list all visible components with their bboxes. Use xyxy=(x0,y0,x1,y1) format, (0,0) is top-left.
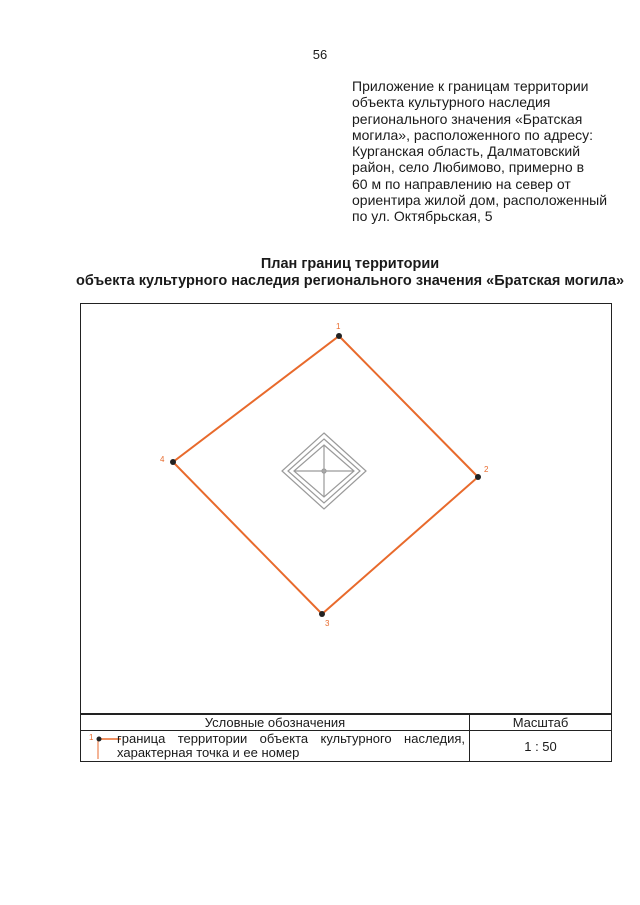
legend-entry xyxy=(81,731,469,761)
boundary-legend-symbol xyxy=(81,731,121,761)
boundary-point xyxy=(170,459,176,465)
appendix-line: объекта культурного наследия xyxy=(352,94,551,111)
appendix-line: Приложение к границам территории xyxy=(352,78,589,94)
appendix-line: по ул. Октябрьская, 5 xyxy=(352,208,493,225)
appendix-line: ориентира жилой дом, расположенный xyxy=(352,192,608,209)
boundary-point-label: 1 xyxy=(336,322,341,331)
appendix-line: могила», расположенного по адресу: xyxy=(352,126,593,143)
boundary-point-label: 2 xyxy=(484,465,489,474)
legend-header: Условные обозначения xyxy=(81,715,470,731)
territory-boundary xyxy=(173,336,478,614)
monument-symbol xyxy=(282,433,366,509)
boundary-point xyxy=(475,474,481,480)
appendix-note xyxy=(352,78,614,225)
plan-title-line: План границ территории xyxy=(260,256,440,272)
page-number: 56 xyxy=(312,47,328,62)
appendix-line: район, село Любимово, примерно в xyxy=(352,159,585,176)
boundary-plan xyxy=(81,304,613,715)
boundary-point-label: 4 xyxy=(160,455,165,464)
scale-header: Масштаб xyxy=(470,715,612,731)
appendix-line: Курганская область, Далматовский xyxy=(352,143,581,160)
boundary-point xyxy=(336,333,342,339)
legend-description: граница территории объекта культурного наследия, характерная точка и ее номер xyxy=(117,731,465,760)
legend-point-marker xyxy=(97,737,102,742)
boundary-point-label: 3 xyxy=(325,619,330,628)
scale-value: 1 : 50 xyxy=(470,731,612,762)
legend-table xyxy=(80,714,612,762)
appendix-line: регионального значения «Братская xyxy=(352,110,583,127)
legend-entry-cell xyxy=(81,731,470,762)
plan-title-line: объекта культурного наследия регионального значения «Братская могила» xyxy=(75,273,625,289)
appendix-line: 60 м по направлению на север от xyxy=(352,175,571,192)
legend-point-number: 1 xyxy=(89,733,94,742)
plan-frame xyxy=(80,303,612,714)
boundary-point xyxy=(319,611,325,617)
plan-title xyxy=(60,256,640,290)
